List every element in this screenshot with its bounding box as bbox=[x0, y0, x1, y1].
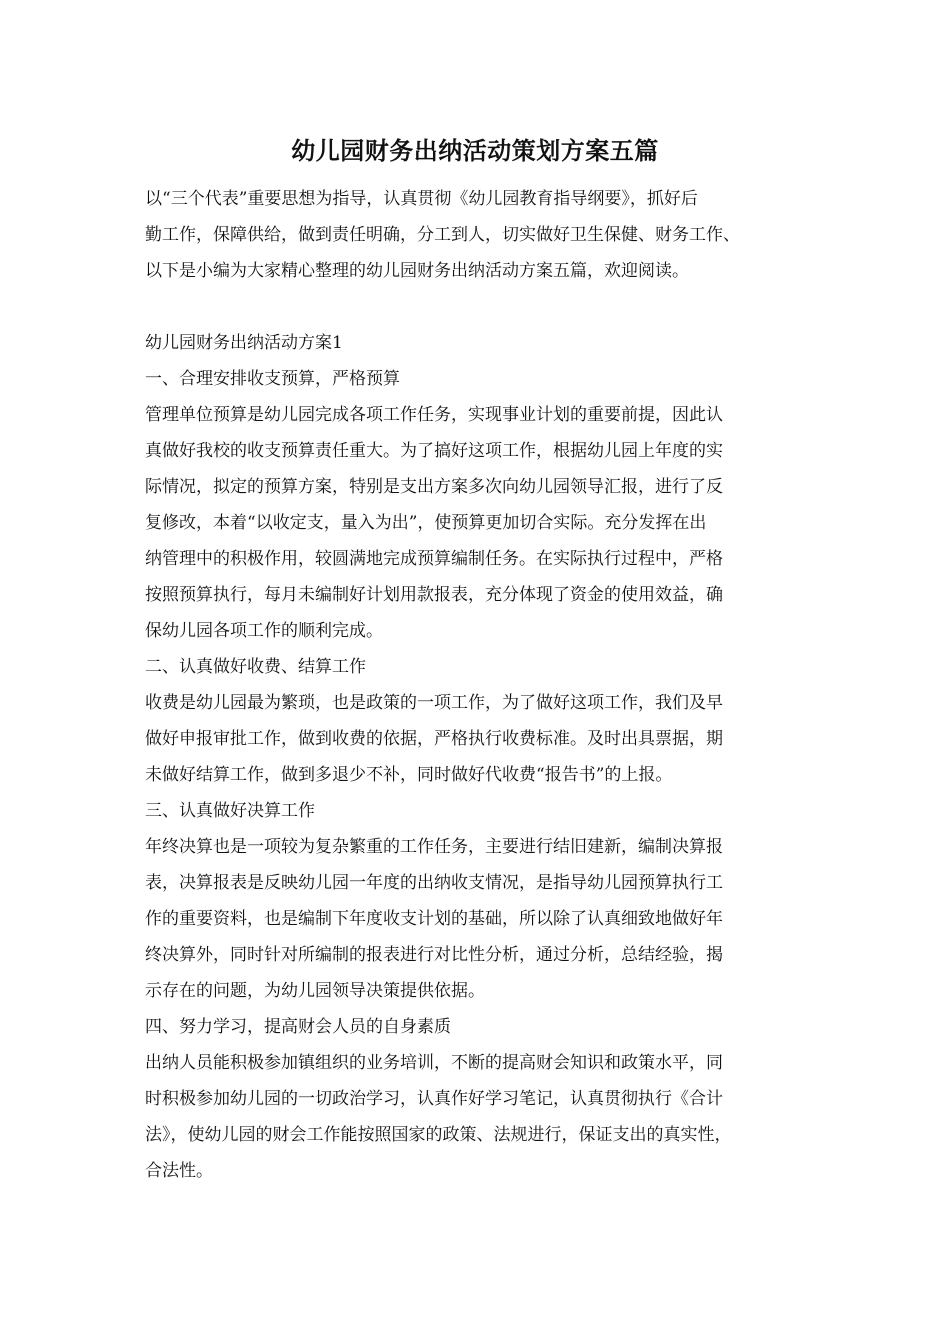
paragraph-line: 复修改，本着“以收定支，量入为出”，使预算更加切合实际。充分发挥在出 bbox=[145, 513, 707, 533]
paragraph-line: 终决算外，同时针对所编制的报表进行对比性分析，通过分析，总结经验，揭 bbox=[145, 945, 723, 965]
paragraph-line: 真做好我校的收支预算责任重大。为了搞好这项工作，根据幼儿园上年度的实 bbox=[145, 441, 723, 461]
subsection-heading: 二、认真做好收费、结算工作 bbox=[145, 657, 366, 677]
paragraph-line: 示存在的问题，为幼儿园领导决策提供依据。 bbox=[145, 981, 485, 1001]
paragraph-line: 年终决算也是一项较为复杂繁重的工作任务，主要进行结旧建新，编制决算报 bbox=[145, 837, 723, 857]
paragraph-line: 时积极参加幼儿园的一切政治学习，认真作好学习笔记，认真贯彻执行《合计 bbox=[145, 1089, 723, 1109]
paragraph-line: 合法性。 bbox=[145, 1161, 213, 1181]
paragraph-line: 法》，使幼儿园的财会工作能按照国家的政策、法规进行，保证支出的真实性， bbox=[145, 1125, 732, 1145]
paragraph-line: 未做好结算工作，做到多退少不补，同时做好代收费“报告书”的上报。 bbox=[145, 765, 673, 785]
section-heading: 幼儿园财务出纳活动方案1 bbox=[145, 333, 343, 353]
paragraph-line: 际情况，拟定的预算方案，特别是支出方案多次向幼儿园领导汇报，进行了反 bbox=[145, 477, 723, 497]
subsection-heading: 四、努力学习，提高财会人员的自身素质 bbox=[145, 1017, 451, 1037]
intro-line: 以“三个代表”重要思想为指导，认真贯彻《幼儿园教育指导纲要》，抓好后 bbox=[145, 189, 698, 209]
paragraph-line: 保幼儿园各项工作的顺利完成。 bbox=[145, 621, 383, 641]
paragraph-line: 管理单位预算是幼儿园完成各项工作任务，实现事业计划的重要前提，因此认 bbox=[145, 405, 723, 425]
document-title: 幼儿园财务出纳活动策划方案五篇 bbox=[291, 136, 659, 165]
intro-line: 以下是小编为大家精心整理的幼儿园财务出纳活动方案五篇，欢迎阅读。 bbox=[145, 261, 689, 281]
paragraph-line: 按照预算执行，每月未编制好计划用款报表，充分体现了资金的使用效益，确 bbox=[145, 585, 723, 605]
paragraph-line: 收费是幼儿园最为繁琐，也是政策的一项工作，为了做好这项工作，我们及早 bbox=[145, 693, 723, 713]
paragraph-line: 做好申报审批工作，做到收费的依据，严格执行收费标准。及时出具票据，期 bbox=[145, 729, 723, 749]
paragraph-line: 作的重要资料，也是编制下年度收支计划的基础，所以除了认真细致地做好年 bbox=[145, 909, 723, 929]
subsection-heading: 一、合理安排收支预算，严格预算 bbox=[145, 369, 400, 389]
paragraph-line: 表，决算报表是反映幼儿园一年度的出纳收支情况，是指导幼儿园预算执行工 bbox=[145, 873, 723, 893]
subsection-heading: 三、认真做好决算工作 bbox=[145, 801, 315, 821]
intro-line: 勤工作，保障供给，做到责任明确，分工到人，切实做好卫生保健、财务工作、 bbox=[145, 225, 740, 245]
paragraph-line: 纳管理中的积极作用，较圆满地完成预算编制任务。在实际执行过程中，严格 bbox=[145, 549, 723, 569]
paragraph-line: 出纳人员能积极参加镇组织的业务培训，不断的提高财会知识和政策水平，同 bbox=[145, 1053, 723, 1073]
